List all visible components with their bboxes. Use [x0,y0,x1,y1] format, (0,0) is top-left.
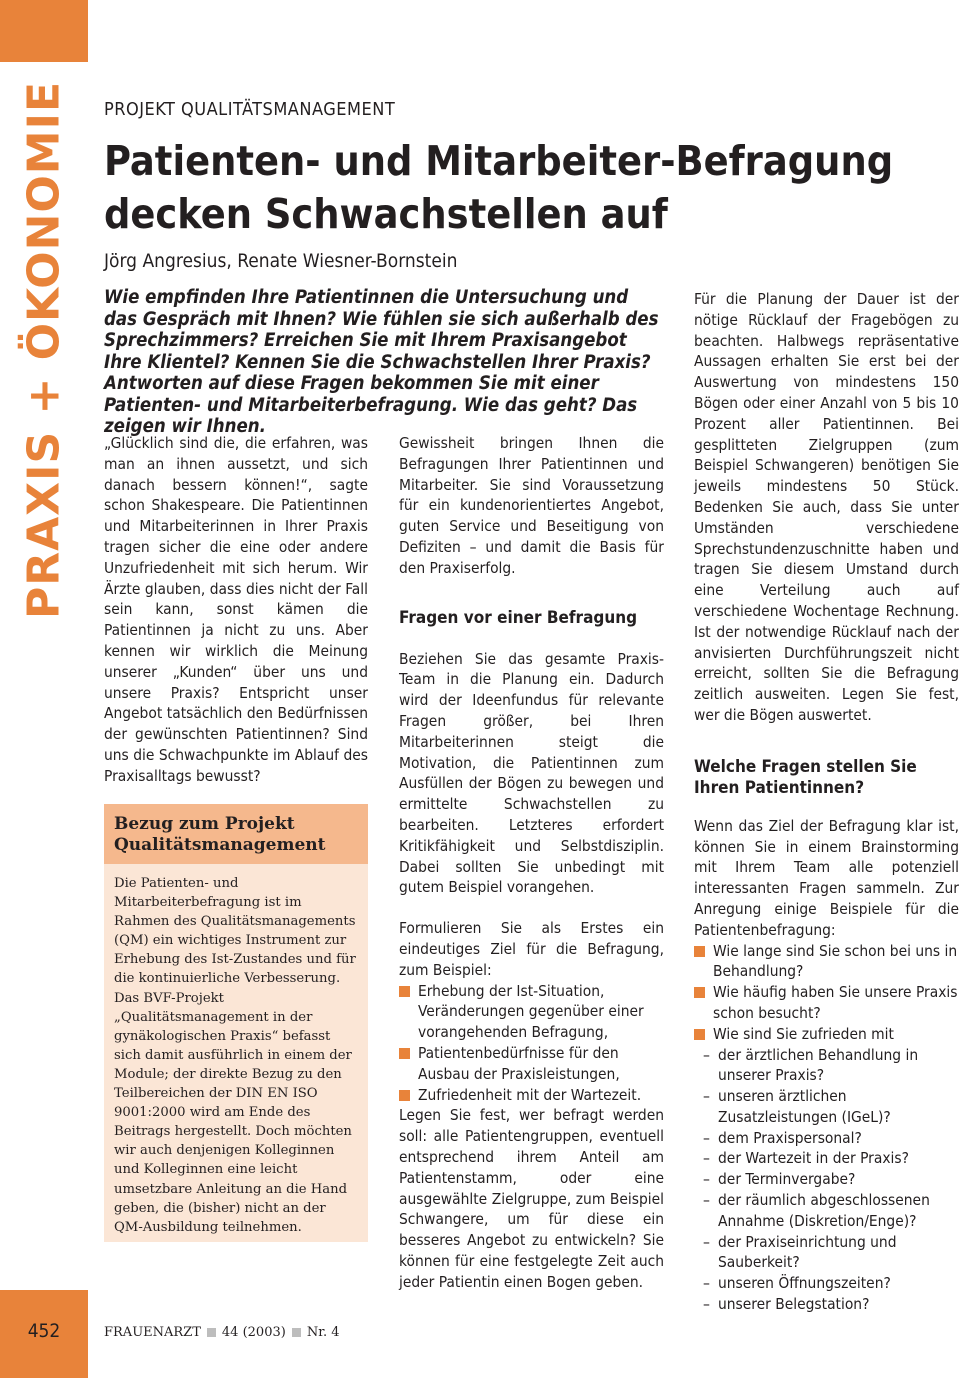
column-1 [104,433,368,787]
paragraph: Wenn das Ziel der Befragung klar ist, können Sie in einem Brainstorming mit Ihrem Team alle potenziell interessanten Fragen sammeln. Zur Anregung einige Beispiele für die Patientenbefragung: [694,816,959,939]
satisfaction-sublist [694,1045,959,1315]
list-item: Wie häufig haben Sie unsere Praxis schon besucht? [694,982,959,1024]
issue-number: Nr. 4 [306,1325,340,1340]
paragraph: Formulieren Sie als Erstes ein eindeutiges Ziel für die Befragung, zum Beispiel: [399,919,664,979]
article-lead: Wie empfinden Ihre Patientinnen die Untersuchung und das Gespräch mit Ihnen? Wie fühlen sie sich außerhalb des Sprechzimmers? Erreichen Sie mit Ihrem Praxisangebot Ihre Klientel? Kennen Sie die Schwachstellen Ihrer Praxis? Antworten auf diese Fragen bekommen Sie mit einer Patienten- und Mitarbeiterbefragung. Wie das geht? Das zeigen wir Ihnen. [104,287,659,437]
list-item: – der Praxiseinrichtung und Sauberkeit? [694,1232,959,1274]
list-item: Wie sind Sie zufrieden mit [694,1024,959,1045]
list-item: – der ärztlichen Behandlung in unserer Praxis? [694,1045,959,1087]
list-item: Wie lange sind Sie schon bei uns in Behandlung? [694,941,959,983]
list-item: – unserer Belegstation? [694,1294,959,1315]
list-item: – der Wartezeit in der Praxis? [694,1148,959,1169]
paragraph: Legen Sie fest, wer befragt werden soll: alle Patientengruppen, eventuell entsprechend ihrem Anteil am Patientenstamm, oder eine ausgewählte Zielgruppe, zum Beispiel Schwangere, um für diese ein besseres Angebot zu entwickeln? Sie können für eine festgelegte Zeit auch jeder Patientin einen Bogen geben. [399,1106,664,1291]
list-item: – dem Praxispersonal? [694,1128,959,1149]
page-number: 452 [27,1320,61,1342]
paragraph: Für die Planung der Dauer ist der nötige Rücklauf der Fragebögen zu beachten. Halbwegs repräsentative Aussagen erhalten Sie erst bei der Auswertung von mindestens 150 Bögen oder einer Anzahl von 5 bis 10 Prozent aller Patientinnen. Bei gesplitteten Zielgruppen (zum Beispiel Schwangeren) benötigen Sie jeweils mindestens 50 Stück. Bedenken Sie auch, dass Sie unter Umständen verschiedene Sprechstundenzuschnitte haben und tragen Sie diesem Umstand durch eine Verteilung auch auf verschiedene Wochentage Rechnung. Ist der notwendige Rücklauf nach der anvisierten Durchführungszeit nicht erreicht, sollten Sie die Befragung zeitlich ausweiten. Legen Sie fest, wer die Bögen auswertet. [694,290,959,724]
section-label: PRAXIS + ÖKONOMIE [18,80,70,620]
column-3 [694,289,959,1315]
footer [104,1325,340,1340]
paragraph: Gewissheit bringen Ihnen die Befragungen Ihrer Patientinnen und Mitarbeiter. Sie sind Voraussetzung für ein kundenorientiertes Angebot, guten Service und Beseitigung von Defiziten – und damit die Basis für den Praxiserfolg. [399,434,664,577]
article-title: Patienten- und Mitarbeiter-Befragung decken Schwachstellen auf [104,137,894,238]
list-item: Zufriedenheit mit der Wartezeit. [399,1085,664,1106]
goal-list [399,981,664,1106]
separator-square-icon [292,1328,301,1337]
info-box-title: Bezug zum Projekt Qualitätsmanagement [114,814,326,855]
list-item: Patientenbedürfnisse für den Ausbau der Praxisleistungen, [399,1043,664,1085]
info-box [104,804,368,1242]
column-2 [399,433,664,1292]
list-item: – unseren Öffnungszeiten? [694,1273,959,1294]
section-heading: Welche Fragen stellen Sie Ihren Patientinnen? [694,756,917,798]
paragraph: Beziehen Sie das gesamte Praxis-Team in die Planung ein. Dadurch wird der Ideenfundus für relevante Fragen größer, bei Ihren Mitarbeiterinnen steigt die Motivation, die Patientinnen zum Ausfüllen der Bögen zu bewegen und ermittelte Schwachstellen zu bearbeiten. Letzteres erfordert Kritikfähigkeit und Selbstdisziplin. Dabei sollten Sie unbedingt mit gutem Beispiel vorangehen. [399,649,664,897]
list-item: Erhebung der Ist-Situation, Veränderungen gegenüber einer vorangehenden Befragung, [399,981,664,1043]
article-authors: Jörg Angresius, Renate Wiesner-Bornstein [104,250,458,272]
question-list [694,941,959,1045]
volume-year: 44 (2003) [221,1325,286,1340]
list-item: – der räumlich abgeschlossenen Annahme (Diskretion/Enge)? [694,1190,959,1232]
intro-paragraph: „Glücklich sind die, die erfahren, was man an ihnen aussetzt, und sich danach bessern können!“, sagte schon Shakespeare. Die Patientinnen und Mitarbeiterinnen in Ihrer Praxis tragen sicher die eine oder andere Unzufriedenheit mit sich herum. Wir Ärzte glauben, dass dies nicht der Fall sein kann, sonst kämen die Patientinnen ja nicht zu uns. Aber kennen wir wirklich die Meinung unserer „Kunden“ über uns und unsere Praxis? Entspricht unser Angebot tatsächlich den Bedürfnissen der gewünschten Patientinnen? Sind uns die Schwachpunkte im Ablauf des Praxisalltags bewusst? [104,434,368,785]
journal-name: FRAUENARZT [104,1325,201,1340]
list-item: – der Terminvergabe? [694,1169,959,1190]
sidebar-color-block [0,0,88,62]
info-box-header [104,804,368,864]
list-item: – unseren ärztlichen Zusatzleistungen (IGeL)? [694,1086,959,1128]
info-box-body: Die Patienten- und Mitarbeiterbefragung ist im Rahmen des Qualitätsmanagements (QM) ein wichtiges Instrument zur Erhebung des Ist-Zustandes und für die kontinuierliche Verbesserung. Das BVF-Projekt „Qualitätsmanagement in der gynäkologischen Praxis“ befasst sich damit ausführlich in einem der Module; der direkte Bezug zu den Teilbereichen der DIN EN ISO 9001:2000 wird am Ende des Beitrags hergestellt. Doch möchten wir auch denjenigen Kolleginnen und Kolleginnen eine leicht umsetzbare Anleitung an die Hand geben, die (bisher) nicht an der QM-Ausbildung teilnehmen. [114,876,356,1235]
section-heading: Fragen vor einer Befragung [399,607,638,628]
separator-square-icon [207,1328,216,1337]
article-kicker: PROJEKT QUALITÄTSMANAGEMENT [104,99,396,120]
